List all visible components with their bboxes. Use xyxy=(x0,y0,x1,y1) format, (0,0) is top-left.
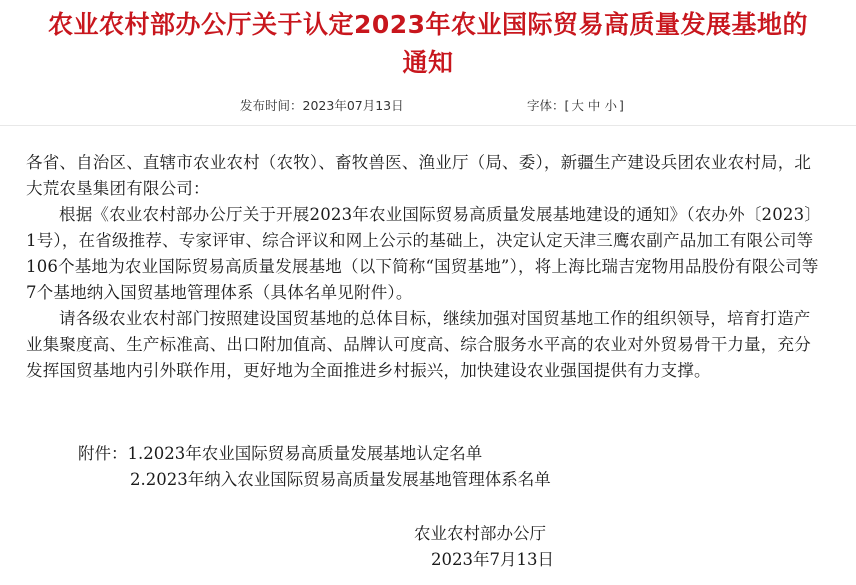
font-size-selector xyxy=(527,96,624,114)
font-size-small-link[interactable]: 小 xyxy=(604,98,617,113)
font-bracket-open: [ xyxy=(564,98,570,113)
title-line-2: 通知 xyxy=(402,48,454,77)
publish-info xyxy=(240,96,404,114)
font-bracket-close: ] xyxy=(618,98,624,113)
publish-date: 2023年07月13日 xyxy=(302,98,404,113)
font-label: 字体： xyxy=(527,98,565,113)
body-paragraph-2: 请各级农业农村部门按照建设国贸基地的总体目标，继续加强对国贸基地工作的组织领导，培育打造产业集聚度高、生产标准高、出口附加值高、品牌认可度高、综合服务水平高的农业对外贸易骨干力量，充分发挥国贸基地内引外联作用，更好地为全面推进乡村振兴，加快建设农业强国提供有力支撑。 xyxy=(26,309,811,380)
signature-block xyxy=(414,521,554,573)
notice-body xyxy=(26,150,826,384)
meta-bar xyxy=(0,96,856,116)
attachments-section xyxy=(78,441,551,493)
issuer: 农业农村部办公厅 xyxy=(414,524,546,543)
attachment-item-2 xyxy=(78,467,551,493)
publish-label: 发布时间： xyxy=(240,98,303,113)
attachment-item-1 xyxy=(78,441,551,467)
attachments-label: 附件： xyxy=(78,444,128,463)
font-size-large-link[interactable]: 大 xyxy=(571,98,584,113)
header-divider xyxy=(0,125,856,126)
attachment-link-1[interactable]: 1.2023年农业国际贸易高质量发展基地认定名单 xyxy=(127,444,483,463)
title-line-1: 农业农村部办公厅关于认定2023年农业国际贸易高质量发展基地的 xyxy=(47,10,809,39)
body-paragraph-1: 根据《农业农村部办公厅关于开展2023年农业国际贸易高质量发展基地建设的通知》（农办外〔2023〕1号），在省级推荐、专家评审、综合评议和网上公示的基础上，决定认定天津三鹰农副产品加工有限公司等106个基地为农业国际贸易高质量发展基地（以下简称“国贸基地”），将上海比瑞吉宠物用品股份有限公司等7个基地纳入国贸基地管理体系（具体名单见附件）。 xyxy=(26,205,822,302)
issue-date: 2023年7月13日 xyxy=(431,550,554,569)
attachment-link-2[interactable]: 2.2023年纳入农业国际贸易高质量发展基地管理体系名单 xyxy=(130,470,551,489)
font-size-medium-link[interactable]: 中 xyxy=(587,98,601,113)
page-title xyxy=(10,6,846,82)
salutation: 各省、自治区、直辖市农业农村（农牧）、畜牧兽医、渔业厅（局、委），新疆生产建设兵团农业农村局，北大荒农垦集团有限公司： xyxy=(26,153,812,198)
